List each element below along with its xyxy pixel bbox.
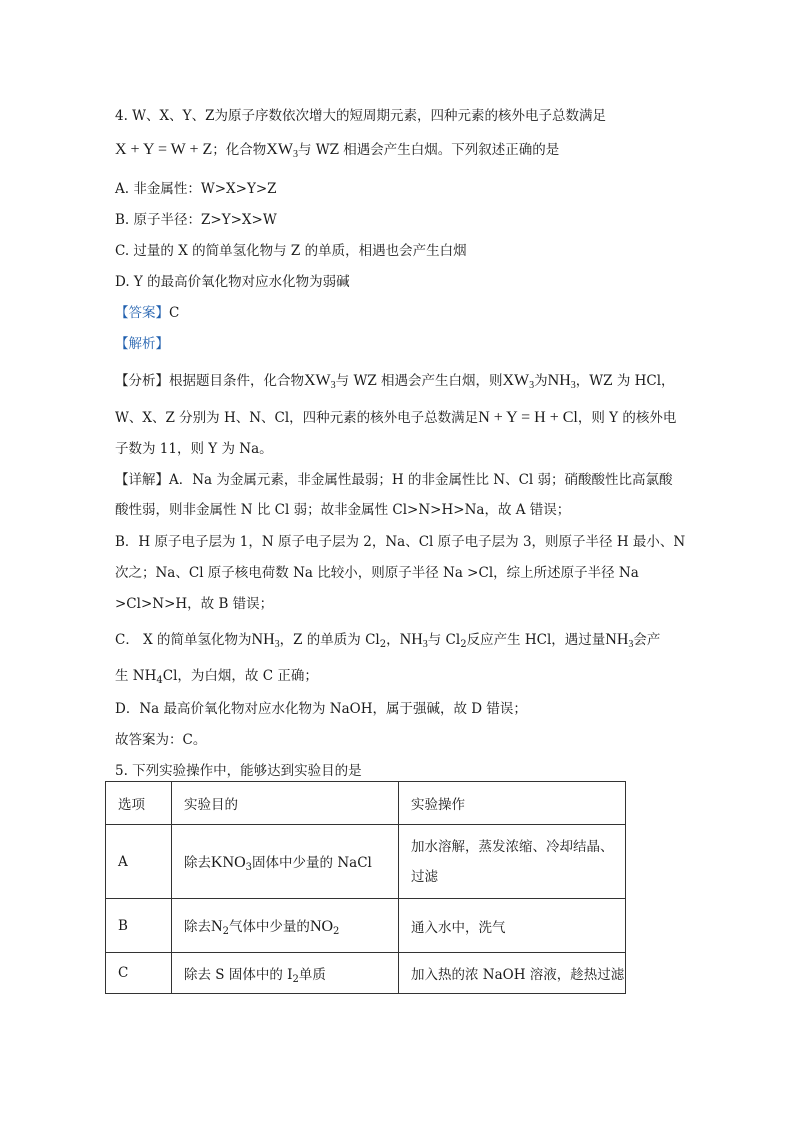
xiangjie-a-line1: 【详解】A．Na 为金属元素，非金属性最弱；H 的非金属性比 N、Cl 弱；硝酸酸性比高氯酸 (115, 472, 673, 488)
q4-option-b: B. 原子半径：Z>Y>X>W (115, 212, 277, 228)
answer-label: 【答案】 (115, 305, 169, 321)
q4-option-a: A. 非金属性：W>X>Y>Z (115, 181, 277, 197)
q4-stem-line1: 4. W、X、Y、Z为原子序数依次增大的短周期元素，四种元素的核外电子总数满足 (115, 108, 606, 124)
xiangjie-d: D．Na 最高价氧化物对应水化物为 NaOH，属于强碱，故 D 错误； (115, 701, 527, 717)
q4-option-c: C. 过量的 X 的简单氢化物与 Z 的单质，相遇也会产生白烟 (115, 243, 467, 259)
table-row: B 除去$N_2$气体中少量的$NO_2$ 通入水中，洗气 (106, 899, 626, 953)
table-row: C 除去 S 固体中的 $I_2$单质 加入热的浓 NaOH 溶液，趁热过滤 (106, 953, 626, 994)
q4-equation: X + Y = W + Z (115, 141, 213, 158)
xiangjie-b-line3: >Cl>N>H，故 B 错误； (115, 596, 274, 612)
xiangjie-a-line2: 酸性弱，则非金属性 N 比 Cl 弱；故非金属性 Cl>N>H>Na，故 A 错误； (115, 502, 571, 518)
answer-value: C (169, 305, 180, 321)
fenxi-line3: 子数为 11，则 Y 为 Na。 (115, 441, 273, 457)
xiangjie-c-line2: 生 $NH_4Cl$，为白烟，故 C 正确； (115, 668, 318, 686)
q4-stem-line2: X + Y = W + Z；化合物$XW_3$与 WZ 相遇会产生白烟。下列叙述正确的是 (115, 141, 560, 160)
analysis-label: 【解析】 (115, 336, 169, 352)
q5-stem: 5. 下列实验操作中，能够达到实验目的是 (115, 763, 362, 779)
header-option: 选项 (106, 782, 172, 825)
fenxi-line2: W、X、Z 分别为 H、N、Cl，四种元素的核外电子总数满足N + Y = H + Cl，则 Y 的核外电 (115, 409, 677, 426)
header-goal: 实验目的 (172, 782, 399, 825)
table-row: A 除去$KNO_3$固体中少量的 NaCl 加水溶解，蒸发浓缩、冷却结晶、 过滤 (106, 825, 626, 899)
xiangjie-b-line1: B．H 原子电子层为 1，N 原子电子层为 2，Na、Cl 原子电子层为 3，则原子半径 H 最小、N (115, 534, 686, 550)
xiangjie-b-line2: 次之；Na、Cl 原子核电荷数 Na 比较小，则原子半径 Na >Cl，综上所述原子半径 Na (115, 565, 639, 581)
q5-table (105, 781, 626, 994)
fenxi-line1: 【分析】根据题目条件，化合物$XW_3$与 WZ 相遇会产生白烟，则$XW_3$为$NH_3$，WZ 为 HCl， (115, 372, 675, 391)
header-operation: 实验操作 (399, 782, 626, 825)
xiangjie-c-line1: C． X 的简单氢化物为$NH_3$，Z 的单质为 $Cl_2$，$NH_3$与 $Cl_2$反应产生 HCl，遇过量$NH_3$会产 (115, 631, 661, 650)
conclusion: 故答案为：C。 (115, 732, 207, 748)
q4-option-d: D. Y 的最高价氧化物对应水化物为弱碱 (115, 274, 350, 290)
table-header-row (106, 782, 626, 825)
answer-line (115, 301, 179, 321)
